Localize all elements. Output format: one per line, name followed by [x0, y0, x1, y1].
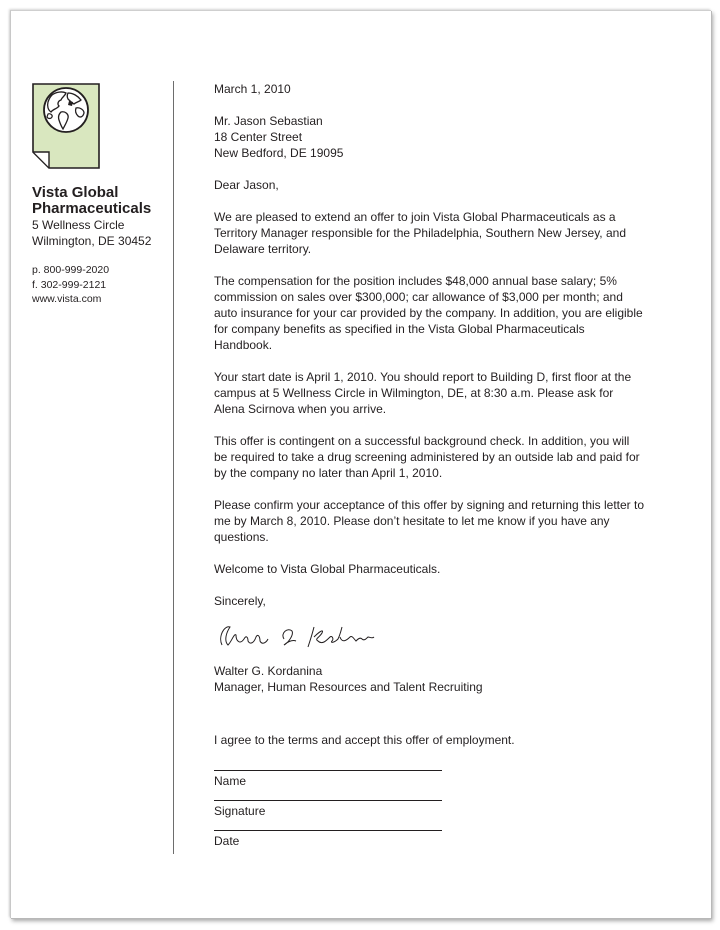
- sender-phone: p. 800-999-2020: [32, 264, 110, 276]
- signer-title: Manager, Human Resources and Talent Recruiting: [214, 680, 483, 694]
- signer-name: Walter G. Kordanina: [214, 664, 323, 678]
- date-field-label: Date: [214, 834, 240, 848]
- sender-address-line2: Wilmington, DE 30452: [32, 234, 152, 248]
- sender-contact: [32, 263, 109, 307]
- signature-field-label: Signature: [214, 804, 266, 818]
- recipient-address: [214, 113, 644, 161]
- paragraph-welcome: Welcome to Vista Global Pharmaceuticals.: [214, 562, 441, 576]
- company-name-line2: Pharmaceuticals: [32, 200, 152, 217]
- sender-fax: f. 302-999-2121: [32, 278, 107, 291]
- sender-website: www.vista.com: [32, 293, 102, 305]
- paragraph-confirmation: Please confirm your acceptance of this offer by signing and returning this letter to me by March 8, 2010. Please don’t hesitate to let me know if you have any questions.: [214, 498, 645, 544]
- closing: Sincerely,: [214, 594, 266, 608]
- letter-date: March 1, 2010: [214, 82, 291, 96]
- company-logo: [32, 83, 100, 169]
- acceptance-fields: [214, 770, 644, 847]
- paragraph-start-date: Your start date is April 1, 2010. You should report to Building D, first floor at the campus at 5 Wellness Circle in Wilmington, DE, at 8:30 a.m. Please ask for Alena Scirnova when you arrive.: [214, 370, 632, 416]
- paragraph-contingency: This offer is contingent on a successful background check. In addition, you will be required to take a drug screening administered by an outside lab and paid for by the company no later than April 1, 2010.: [214, 434, 640, 480]
- paragraph-offer: We are pleased to extend an offer to join Vista Global Pharmaceuticals as a Territory Manager responsible for the Philadelphia, Southern New Jersey, and Delaware territory.: [214, 210, 626, 256]
- recipient-street: 18 Center Street: [214, 130, 303, 144]
- salutation: Dear Jason,: [214, 178, 279, 192]
- globe-document-icon: [32, 83, 100, 169]
- sender-address-line1: 5 Wellness Circle: [32, 218, 125, 232]
- vertical-divider: [173, 81, 174, 854]
- signer-block: [214, 663, 644, 695]
- signature-field[interactable]: [214, 800, 442, 817]
- date-field[interactable]: [214, 830, 442, 847]
- name-field[interactable]: [214, 770, 442, 787]
- name-field-label: Name: [214, 774, 247, 788]
- recipient-city: New Bedford, DE 19095: [214, 146, 344, 160]
- recipient-name: Mr. Jason Sebastian: [214, 114, 323, 128]
- paragraph-compensation: The compensation for the position includes $48,000 annual base salary; 5% commission on sales over $300,000; car allowance of $3,000 per month; and auto insurance for your car provided by the company. In addition, you are eligible for company benefits as specified in the Vista Global Pharmaceuticals Handbook.: [214, 274, 643, 352]
- signature-icon: [214, 615, 414, 655]
- sender-block: [32, 185, 172, 249]
- handwritten-signature: [214, 615, 644, 655]
- acceptance-statement: I agree to the terms and accept this offer of employment.: [214, 733, 515, 747]
- letter-body: [214, 81, 644, 860]
- company-name-line1: Vista Global: [32, 184, 119, 201]
- letter-page: [10, 10, 711, 918]
